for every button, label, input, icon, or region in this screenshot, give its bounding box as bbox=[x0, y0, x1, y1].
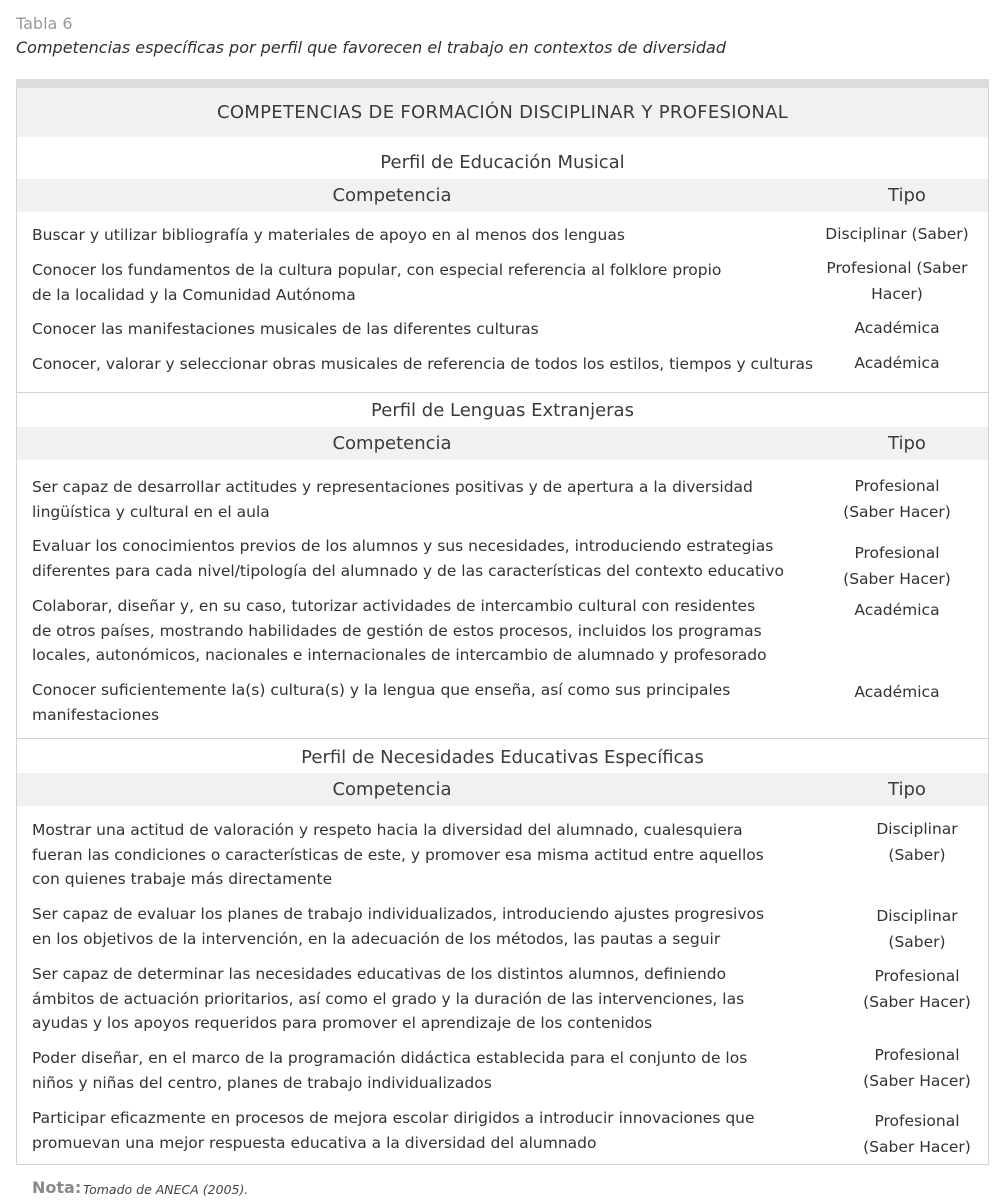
column-header-competencia: Competencia bbox=[332, 185, 452, 206]
tipo-cell: Profesional (Saber Hacer) bbox=[863, 1046, 971, 1090]
competencia-cell: Poder diseñar, en el marco de la programación didáctica establecida para el conjunto de los niños y niñas del centro, planes de trabajo individualizados bbox=[32, 1049, 748, 1092]
competencia-cell: Ser capaz de determinar las necesidades educativas de los distintos alumnos, definiendo ámbitos de actuación prioritarios, así como el grado y la duración de las intervenciones, las ayudas y los apoyos requeridos para promover el aprendizaje de los contenidos bbox=[32, 965, 745, 1032]
competencia-cell: Evaluar los conocimientos previos de los alumnos y sus necesidades, introduciendo estrategias diferentes para cada nivel/tipología del alumnado y de las características del contexto educativo bbox=[32, 537, 784, 580]
table-top-bar bbox=[16, 79, 989, 88]
column-header-competencia: Competencia bbox=[332, 779, 452, 800]
column-header-tipo: Tipo bbox=[888, 433, 926, 454]
competencia-cell: Colaborar, diseñar y, en su caso, tutorizar actividades de intercambio cultural con residentes de otros países, mostrando habilidades de gestión de estos procesos, incluidos los programas locales, autonómicos, nacionales e internacionales de intercambio de alumnado y profesorado bbox=[32, 597, 767, 664]
column-header bbox=[17, 773, 988, 806]
section-divider bbox=[17, 738, 988, 739]
column-header bbox=[17, 179, 988, 212]
profile-title-lenguas: Perfil de Lenguas Extranjeras bbox=[371, 399, 634, 421]
table-main-header: COMPETENCIAS DE FORMACIÓN DISCIPLINAR Y PROFESIONAL bbox=[17, 88, 988, 137]
section-divider bbox=[17, 392, 988, 393]
table-label: Tabla 6 bbox=[16, 14, 73, 33]
column-header-competencia: Competencia bbox=[332, 433, 452, 454]
competencia-cell: Conocer suficientemente la(s) cultura(s) y la lengua que enseña, así como sus principales manifestaciones bbox=[32, 681, 731, 724]
column-header-tipo: Tipo bbox=[888, 185, 926, 206]
competencia-cell: Ser capaz de evaluar los planes de trabajo individualizados, introduciendo ajustes progresivos en los objetivos de la intervención, en la adecuación de los métodos, las pautas a seguir bbox=[32, 905, 765, 948]
tipo-cell: Disciplinar (Saber) bbox=[876, 907, 958, 951]
tipo-cell: Académica bbox=[854, 601, 940, 619]
note-text: Tomado de ANECA (2005). bbox=[83, 1182, 249, 1197]
competencia-cell: Mostrar una actitud de valoración y respeto hacia la diversidad del alumnado, cualesquiera fueran las condiciones o características de este, y promover esa misma actitud entre aquellos con quienes trabaje más directamente bbox=[32, 821, 764, 888]
competencia-cell: Buscar y utilizar bibliografía y materiales de apoyo en al menos dos lenguas bbox=[32, 226, 625, 244]
profile-title-musical: Perfil de Educación Musical bbox=[380, 151, 625, 173]
competencia-cell: Conocer los fundamentos de la cultura popular, con especial referencia al folklore propio de la localidad y la Comunidad Autónoma bbox=[32, 261, 722, 304]
competencia-cell: Conocer, valorar y seleccionar obras musicales de referencia de todos los estilos, tiempos y culturas bbox=[32, 355, 814, 373]
tipo-cell: Académica bbox=[854, 319, 940, 337]
column-header-tipo: Tipo bbox=[888, 779, 926, 800]
table-title: Competencias específicas por perfil que favorecen el trabajo en contextos de diversidad bbox=[16, 38, 726, 57]
profile-title-necesidades: Perfil de Necesidades Educativas Específicas bbox=[301, 746, 704, 768]
tipo-cell: Disciplinar (Saber) bbox=[876, 820, 958, 864]
competencia-cell: Participar eficazmente en procesos de mejora escolar dirigidos a introducir innovaciones que promuevan una mejor respuesta educativa a la diversidad del alumnado bbox=[32, 1109, 755, 1152]
tipo-cell: Profesional (Saber Hacer) bbox=[843, 544, 951, 588]
note-label: Nota: bbox=[32, 1178, 82, 1197]
column-header bbox=[17, 427, 988, 460]
tipo-cell: Académica bbox=[854, 354, 940, 372]
tipo-cell: Disciplinar (Saber) bbox=[825, 225, 969, 243]
tipo-cell: Profesional (Saber Hacer) bbox=[843, 477, 951, 521]
tipo-cell: Profesional (Saber Hacer) bbox=[863, 967, 971, 1011]
tipo-cell: Profesional (Saber Hacer) bbox=[863, 1112, 971, 1156]
competencia-cell: Ser capaz de desarrollar actitudes y representaciones positivas y de apertura a la diversidad lingüística y cultural en el aula bbox=[32, 478, 753, 521]
tipo-cell: Académica bbox=[854, 683, 940, 701]
tipo-cell: Profesional (Saber Hacer) bbox=[826, 259, 968, 303]
competencia-cell: Conocer las manifestaciones musicales de las diferentes culturas bbox=[32, 320, 539, 338]
